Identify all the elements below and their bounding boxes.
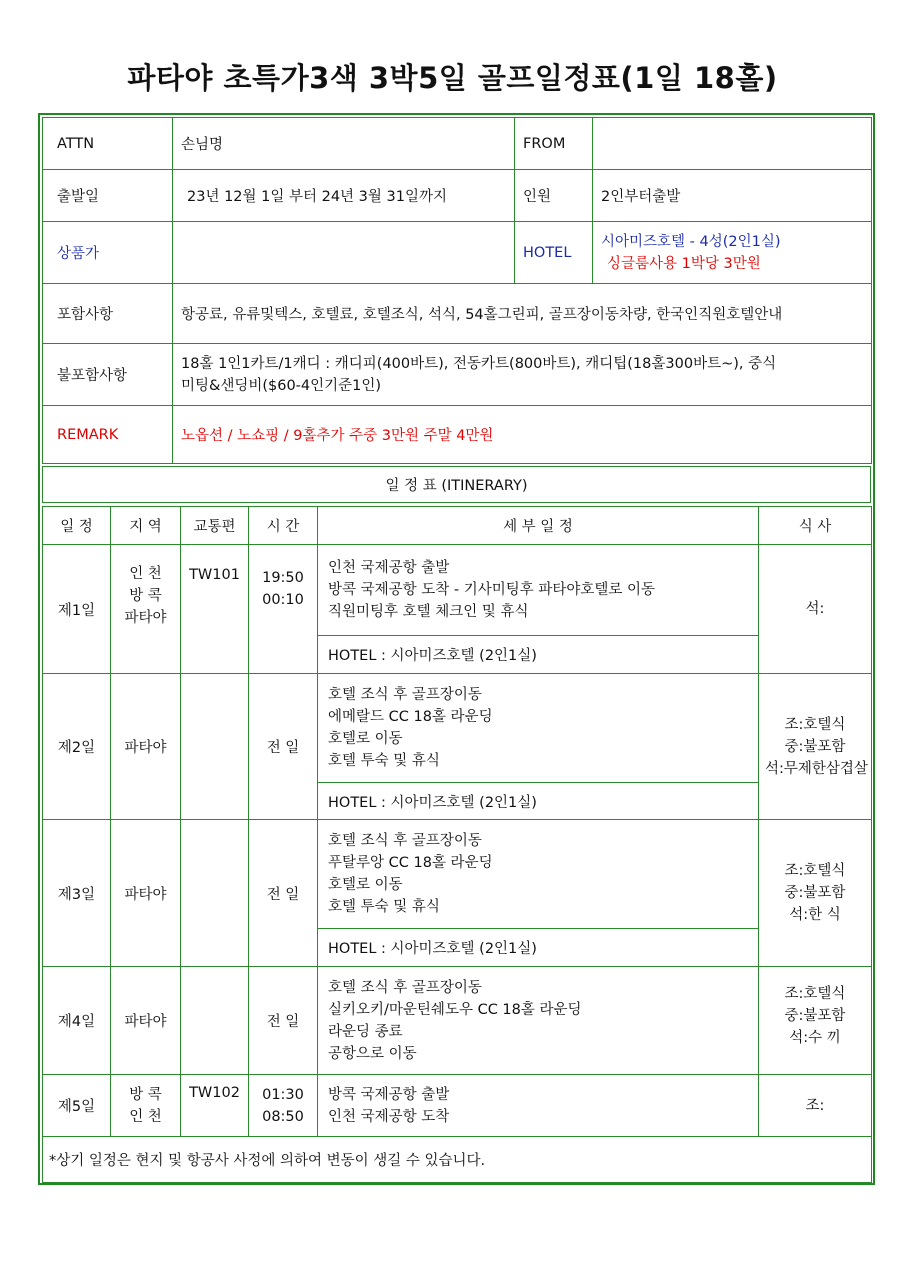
day-3-region: 파타야 (111, 820, 181, 967)
meal-line: 석:한 식 (789, 907, 841, 923)
day-4-meal (759, 967, 872, 1075)
header-time: 시 간 (249, 507, 318, 545)
attn-value: 손님명 (173, 118, 515, 170)
itinerary-title-table (42, 466, 871, 503)
day-1-meal (759, 545, 872, 674)
meal-line: 중:불포함 (784, 738, 846, 755)
day-3-detail (318, 820, 759, 929)
day-4-transport (181, 967, 249, 1075)
header-day: 일 정 (43, 507, 111, 545)
from-label: FROM (515, 118, 593, 170)
day-1-label: 제1일 (43, 545, 111, 674)
day-3-transport (181, 820, 249, 967)
header-detail: 세 부 일 정 (318, 507, 759, 545)
hotel-label: HOTEL (515, 222, 593, 284)
remark-value: 노옵션 / 노쇼핑 / 9홀추가 주중 3만원 주말 4만원 (173, 406, 872, 464)
people-label: 인원 (515, 170, 593, 222)
region-line: 방 콕 (129, 1086, 162, 1103)
meal-line: 중:불포함 (784, 1008, 846, 1024)
day-3-meal (759, 820, 872, 967)
day-2-label: 제2일 (43, 674, 111, 820)
meal-line: 조:호텔식 (784, 986, 846, 1002)
day-3-hotel: HOTEL : 시아미즈호텔 (2인1실) (318, 929, 759, 967)
meal-line: 석:수 끼 (789, 1030, 841, 1046)
day-1-time (249, 545, 318, 674)
detail-line: 호텔로 이동 (328, 877, 403, 893)
day-5-label: 제5일 (43, 1075, 111, 1137)
day-5-region (111, 1075, 181, 1137)
detail-line: 에메랄드 CC 18홀 라운딩 (328, 709, 493, 725)
itinerary-table (42, 506, 872, 1183)
detail-line: 인천 국제공항 출발 (328, 560, 450, 576)
region-line: 인 천 (129, 1108, 162, 1125)
detail-line: 호텔 조식 후 골프장이동 (328, 687, 482, 703)
day-1-hotel: HOTEL : 시아미즈호텔 (2인1실) (318, 636, 759, 674)
meal-line: 중:불포함 (784, 885, 846, 901)
include-label: 포함사항 (43, 284, 173, 344)
meal-line: 석: (805, 601, 825, 617)
detail-line: 호텔로 이동 (328, 731, 403, 747)
detail-line: 실키오키/마운틴쉐도우 CC 18홀 라운딩 (328, 1001, 582, 1018)
meal-line: 조: (805, 1097, 825, 1114)
hotel-value (593, 222, 872, 284)
day-5-time (249, 1075, 318, 1137)
hotel-line-2: 싱글룸사용 1박당 3만원 (607, 255, 761, 272)
day-4-time: 전 일 (249, 967, 318, 1075)
footnote: *상기 일정은 현지 및 항공사 사정에 의하여 변동이 생길 수 있습니다. (43, 1137, 872, 1183)
itinerary-title: 일 정 표 (ITINERARY) (43, 467, 871, 503)
day-4-label: 제4일 (43, 967, 111, 1075)
hotel-line-1: 시아미즈호텔 - 4성(2인1실) (601, 233, 781, 250)
detail-line: 호텔 조식 후 골프장이동 (328, 833, 482, 849)
depart-label: 출발일 (43, 170, 173, 222)
day-2-transport (181, 674, 249, 820)
exclude-line-1: 18홀 1인1카트/1캐디 : 캐디피(400바트), 전동카트(800바트), 캐디팁(18홀300바트~), 중식 (181, 355, 777, 372)
header-meal: 식 사 (759, 507, 872, 545)
attn-label: ATTN (43, 118, 173, 170)
meal-line: 조:호텔식 (784, 863, 846, 879)
exclude-label: 불포함사항 (43, 344, 173, 406)
exclude-value (173, 344, 872, 406)
header-transport: 교통편 (181, 507, 249, 545)
people-value: 2인부터출발 (593, 170, 872, 222)
include-value: 항공료, 유류및텍스, 호텔료, 호텔조식, 석식, 54홀그린피, 골프장이동차량, 한국인직원호텔안내 (173, 284, 872, 344)
day-1-region (111, 545, 181, 674)
meal-line: 조:호텔식 (784, 716, 846, 733)
depart-value: 23년 12월 1일 부터 24년 3월 31일까지 (173, 170, 515, 222)
detail-line: 푸탈루앙 CC 18홀 라운딩 (328, 855, 493, 871)
day-2-hotel: HOTEL : 시아미즈호텔 (2인1실) (318, 783, 759, 820)
time-line: 01:30 (262, 1086, 304, 1103)
day-2-meal (759, 674, 872, 820)
price-label: 상품가 (43, 222, 173, 284)
exclude-line-2: 미팅&샌딩비($60-4인기준1인) (181, 377, 382, 394)
region-line: 인 천 (129, 566, 162, 582)
detail-line: 호텔 투숙 및 휴식 (328, 899, 440, 915)
day-5-meal (759, 1075, 872, 1137)
detail-line: 호텔 투숙 및 휴식 (328, 753, 440, 769)
region-line: 방 콕 (129, 588, 162, 604)
from-value (593, 118, 872, 170)
remark-label: REMARK (43, 406, 173, 464)
day-4-region: 파타야 (111, 967, 181, 1075)
price-value (173, 222, 515, 284)
day-2-time: 전 일 (249, 674, 318, 820)
day-2-region: 파타야 (111, 674, 181, 820)
info-table (42, 117, 872, 464)
day-3-label: 제3일 (43, 820, 111, 967)
region-line: 파타야 (124, 610, 167, 626)
day-1-transport: TW101 (181, 545, 249, 674)
time-line: 08:50 (262, 1108, 304, 1125)
time-line: 19:50 (262, 570, 304, 586)
day-4-detail (318, 967, 759, 1075)
day-3-time: 전 일 (249, 820, 318, 967)
detail-line: 인천 국제공항 도착 (328, 1108, 450, 1125)
detail-line: 방콕 국제공항 출발 (328, 1086, 450, 1103)
time-line: 00:10 (262, 592, 304, 608)
detail-line: 호텔 조식 후 골프장이동 (328, 979, 482, 996)
day-5-detail (318, 1075, 759, 1137)
day-5-transport: TW102 (181, 1075, 249, 1137)
page-title: 파타야 초특가3색 3박5일 골프일정표(1일 18홀) (127, 61, 778, 95)
detail-line: 방콕 국제공항 도착 - 기사미팅후 파타야호텔로 이동 (328, 582, 656, 598)
detail-line: 라운딩 종료 (328, 1023, 403, 1040)
detail-line: 직원미팅후 호텔 체크인 및 휴식 (328, 604, 529, 620)
meal-line: 석:무제한삼겹살 (765, 760, 868, 777)
detail-line: 공항으로 이동 (328, 1045, 417, 1062)
day-1-detail (318, 545, 759, 636)
day-2-detail (318, 674, 759, 783)
header-region: 지 역 (111, 507, 181, 545)
